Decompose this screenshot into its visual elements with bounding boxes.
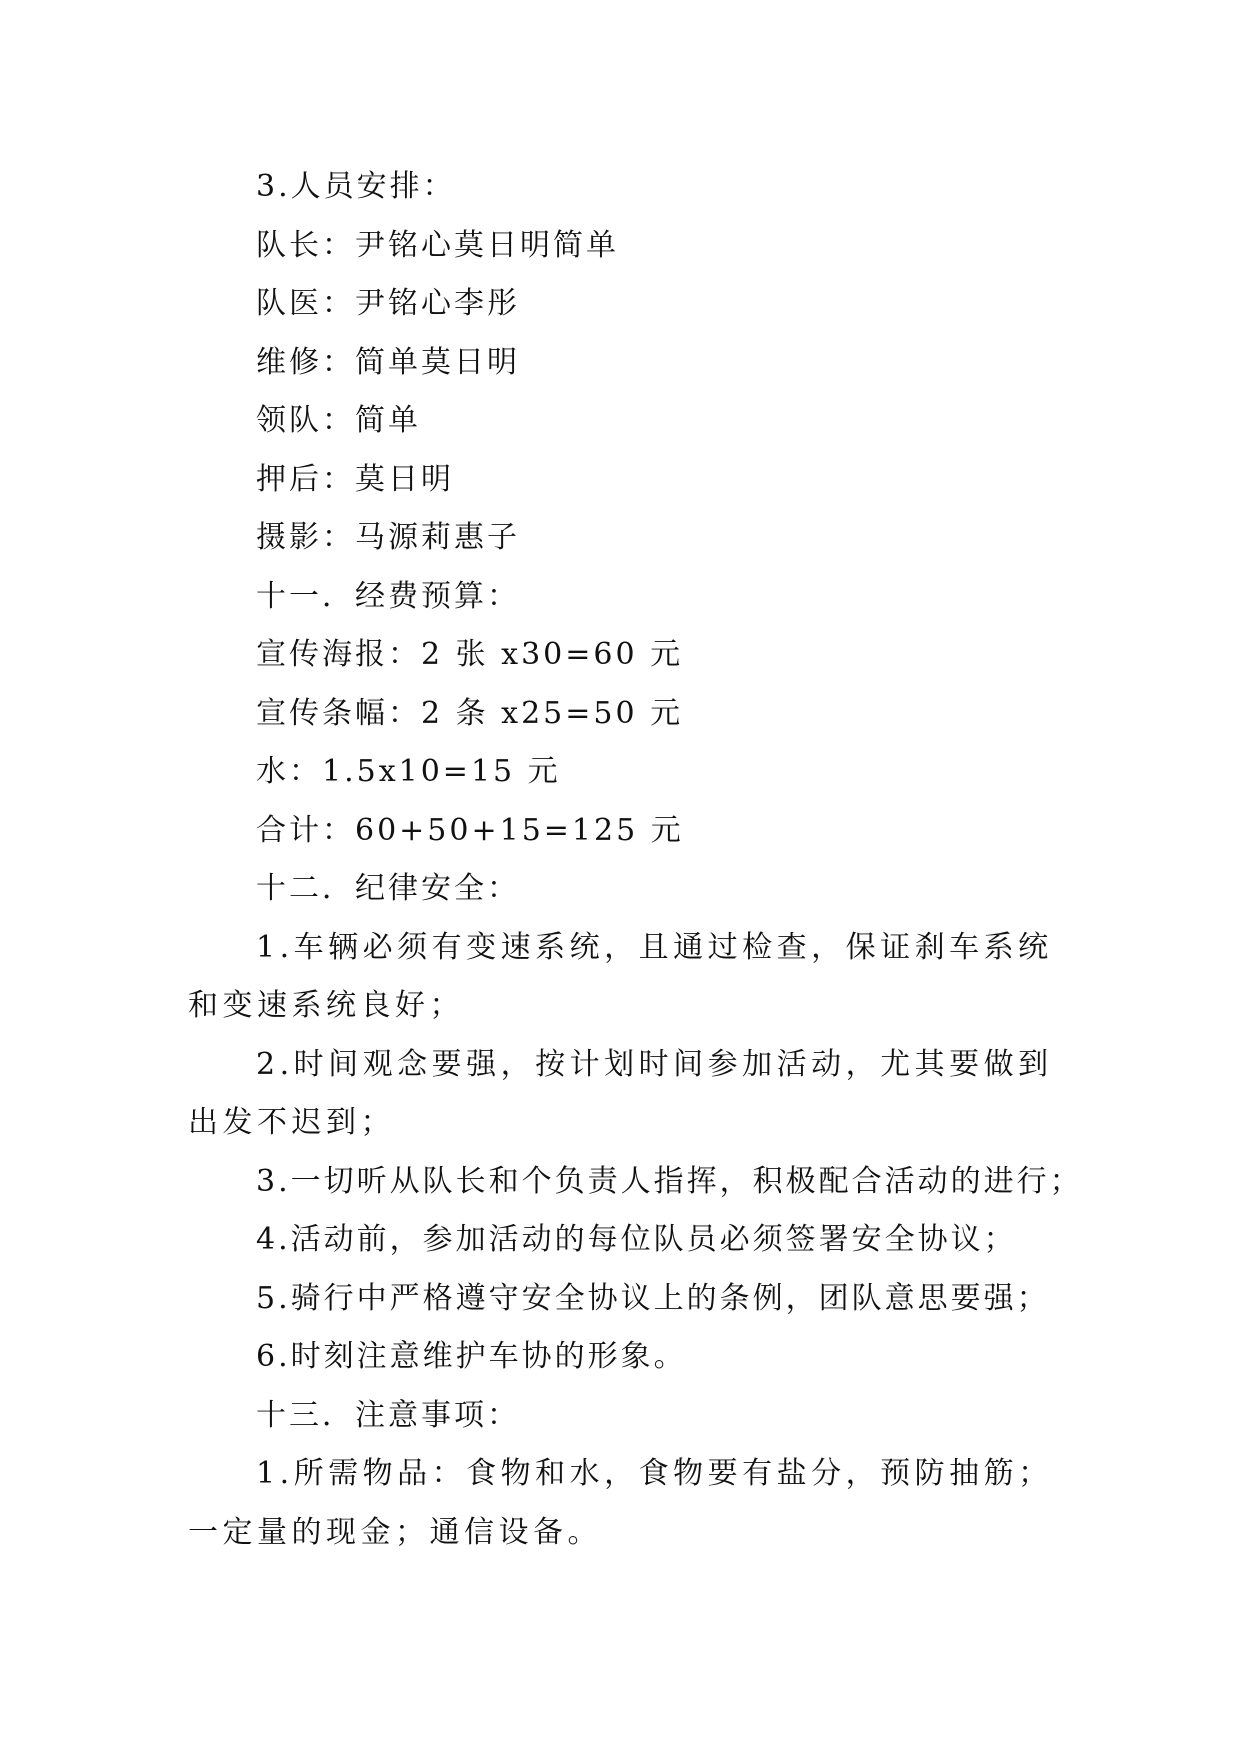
document-body [188,158,1083,1562]
section-item-personnel: 3.人员安排： [256,169,456,204]
discipline-item-2: 2.时间观念要强，按计划时间参加活动，尤其要做到出发不迟到； [188,1046,1053,1140]
section-heading-discipline: 十二．纪律安全： [256,871,520,906]
budget-water: 水：1.5x10=15 元 [256,754,561,789]
discipline-item-1: 1.车辆必须有变速系统，且通过检查，保证刹车系统和变速系统良好； [188,929,1053,1023]
personnel-rear: 押后：莫日明 [256,461,454,497]
personnel-photography: 摄影：马源莉惠子 [256,520,520,555]
section-heading-budget: 十一．经费预算： [256,578,520,614]
personnel-captain: 队长：尹铭心莫日明简单 [256,227,619,263]
personnel-leader: 领队：简单 [256,403,421,438]
budget-posters: 宣传海报：2 张 x30=60 元 [256,637,684,672]
discipline-item-5: 5.骑行中严格遵守安全协议上的条例，团队意思要强； [256,1280,1050,1316]
discipline-item-6: 6.时刻注意维护车协的形象。 [256,1339,687,1374]
personnel-repair: 维修：简单莫日明 [256,344,520,380]
budget-total: 合计：60+50+15=125 元 [256,812,684,848]
discipline-item-3: 3.一切听从队长和个负责人指挥，积极配合活动的进行； [256,1163,1083,1199]
personnel-medic: 队医：尹铭心李彤 [256,286,520,321]
section-heading-notes: 十三．注意事项： [256,1397,520,1433]
discipline-item-4: 4.活动前，参加活动的每位队员必须签署安全协议； [256,1222,1017,1257]
notes-item-1: 1.所需物品：食物和水，食物要有盐分，预防抽筋；一定量的现金；通信设备。 [188,1456,1053,1550]
budget-banners: 宣传条幅：2 条 x25=50 元 [256,695,684,731]
